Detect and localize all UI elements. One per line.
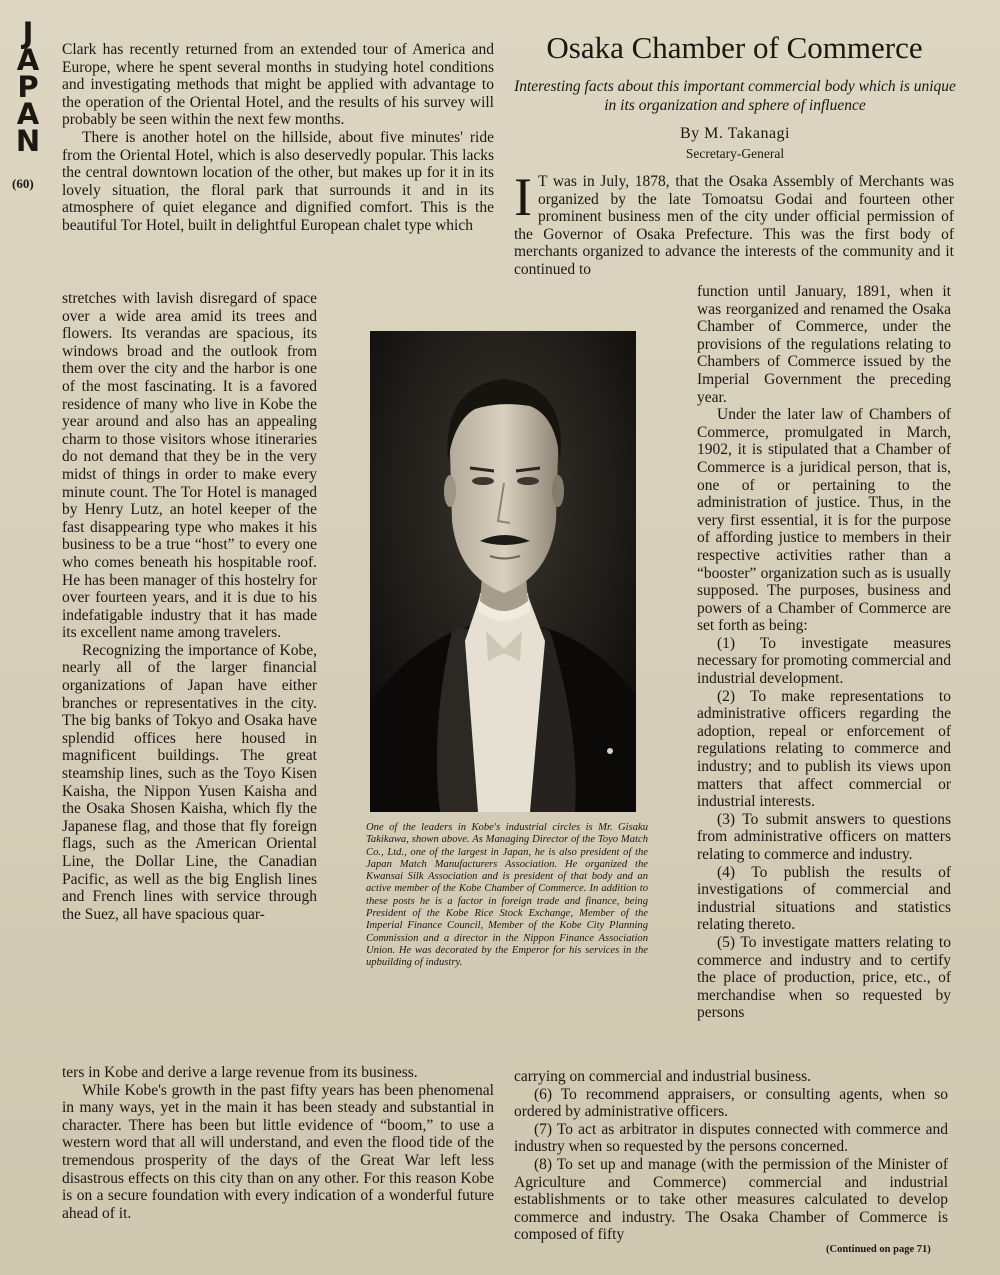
portrait-illustration [370, 331, 636, 812]
photo-caption: One of the leaders in Kobe's industrial circles is Mr. Gisaku Takikawa, shown above. As Managing Director of the Toyo Match Co., Ltd., one of the largest in Japan, he is also president of the Japan Match Manufacturers Association. He organized the Kwansai Silk Association and is president of that body and an active member of the Kobe Chamber of Commerce. In addition to these posts he is a factor in foreign trade and finance, being President of the Kobe Rice Stock Exchange, Member of the Imperial Finance Council, Member of the Kobe City Planning Commission and a director in the Nippon Finance Association Union. He was decorated by the Emperor for his services in the upbuilding of industry. [366, 822, 648, 969]
left-column-top [62, 41, 494, 235]
list-item: (6) To recommend appraisers, or consulting agents, when so ordered by administrative officers. [514, 1085, 948, 1121]
right-column-bottom [514, 1068, 948, 1244]
right-column-narrow [697, 283, 951, 1022]
continued-note: (Continued on page 71) [826, 1244, 931, 1255]
paragraph: Clark has recently returned from an extended tour of America and Europe, where he spent several months in studying hotel conditions and investigating methods that might be applied with advantage to the operation of the Oriental Hotel, and the results of his survey will probably be seen within the next few months. [62, 41, 494, 129]
masthead-letter: N [15, 124, 41, 158]
paragraph: Recognizing the importance of Kobe, nearly all of the larger financial organizations of Japan have either branches or representatives in the city. The big banks of Tokyo and Osaka have splendid offices here housed in magnificent buildings. The great steamship lines, such as the Toyo Kisen Kaisha, the Nippon Yusen Kaisha and the Osaka Shosen Kaisha, which fly the Japanese flag, and those that fly foreign flags, such as the American Oriental Line, the Dollar Line, the Canadian Pacific, as well as the big English lines and French lines with service through the Suez, all have spacious quar- [62, 641, 317, 923]
list-item: (4) To publish the results of investigations of commercial and industrial situations and statistics relating thereto. [697, 863, 951, 934]
article-byline-role: Secretary-General [685, 146, 785, 161]
paragraph: stretches with lavish disregard of space over a wide area amid its trees and flowers. Its verandas are spacious, its windows broad and the outlook from them over the city and the harbor is one of the most fascinating. It is a favored residence of many who live in Kobe the year around and also has an appealing charm to those visitors whose itineraries do not demand that they be in the very midst of things in order to make every minute count. The Tor Hotel is managed by Henry Lutz, an hotel keeper of the fast disappearing type who makes it his business to be a true “host” to every one who comes beneath his hospitable roof. He has been manager of this hostelry for over fourteen years, and it is due to his indefatigable industry that it has made its excellent name among travelers. [62, 290, 317, 642]
masthead-letter: P [17, 70, 39, 104]
paragraph: carrying on commercial and industrial business. [514, 1068, 812, 1085]
list-item: (2) To make representations to administrative officers regarding the adoption, repeal or enforcement of regulations relating to commerce and industry; and to publish its views upon matters that affect commercial or industrial interests. [697, 687, 951, 811]
intro-text: T was in July, 1878, that the Osaka Assembly of Merchants was organized by the late Tomoatsu Godai and fourteen other prominent business men of the city under official permission of the Governor of Osaka Prefecture. This was the first body of merchants organized to advance the interests of the community and it continued to [514, 173, 954, 278]
paragraph: Under the later law of Chambers of Commerce, promulgated in March, 1902, it is stipulated that a Chamber of Commerce is a juridical person, that is, one of or pertaining to the administration of justice. Thus, in the very first essential, it is for the purpose of affording justice to members in their respective activities rather than a “booster” organization such as is usually supposed. The purposes, business and powers of a Chamber of Commerce are set forth as being: [697, 406, 951, 635]
drop-cap: I [514, 167, 532, 227]
article-intro [514, 167, 954, 279]
paragraph: ters in Kobe and derive a large revenue from its business. [62, 1064, 418, 1081]
masthead-letter: A [16, 97, 40, 131]
article-deck: Interesting facts about this important commercial body which is unique in its organization and sphere of influence [514, 78, 956, 114]
paragraph: function until January, 1891, when it was reorganized and renamed the Osaka Chamber of Commerce, under the provisions of the regulations relating to Chambers of Commerce issued by the Imperial Government the preceding year. [697, 283, 951, 406]
masthead-letter: J [22, 16, 34, 50]
article-title: Osaka Chamber of Commerce [546, 30, 923, 65]
list-item: (1) To investigate measures necessary for promoting commercial and industrial development. [697, 634, 951, 688]
masthead-letter: A [16, 43, 40, 77]
portrait-photo [370, 331, 636, 812]
paragraph: While Kobe's growth in the past fifty years has been phenomenal in many ways, yet in the main it has been steady and substantial in character. There has been but little evidence of “boom,” to use a western word that all will understand, and even the flood tide of the tremendous prosperity of the days of the Great War left less disastrous effects on this city than on any other. For this reason Kobe is on a secure foundation with every indication of a wonderful future ahead of it. [62, 1081, 494, 1222]
list-item: (3) To submit answers to questions from administrative officers on matters relating to commerce and industry. [697, 810, 951, 863]
left-column-bottom [62, 1064, 494, 1222]
left-column-narrow [62, 290, 317, 923]
list-item: (7) To act as arbitrator in disputes connected with commerce and industry when so requested by the persons concerned. [514, 1120, 948, 1156]
list-item: (5) To investigate matters relating to commerce and industry and to certify the place of production, price, etc., of merchandise when so requested by persons [697, 933, 951, 1022]
masthead-japan [10, 16, 46, 158]
page-number: (60) [12, 176, 34, 191]
list-item: (8) To set up and manage (with the permission of the Minister of Agriculture and Commerce) commercial and industrial establishments or to take other measures calculated to develop commerce and industry. The Osaka Chamber of Commerce is composed of fifty [514, 1155, 948, 1244]
paragraph: There is another hotel on the hillside, about five minutes' ride from the Oriental Hotel, which is also deservedly popular. This lacks the central downtown location of the other, but makes up for it in its lovely situation, the floral park that surrounds it and in its atmosphere of quiet elegance and dignified comfort. This is the beautiful Tor Hotel, built in delightful European chalet type which [62, 128, 494, 234]
article-byline: By M. Takanagi [679, 125, 790, 142]
